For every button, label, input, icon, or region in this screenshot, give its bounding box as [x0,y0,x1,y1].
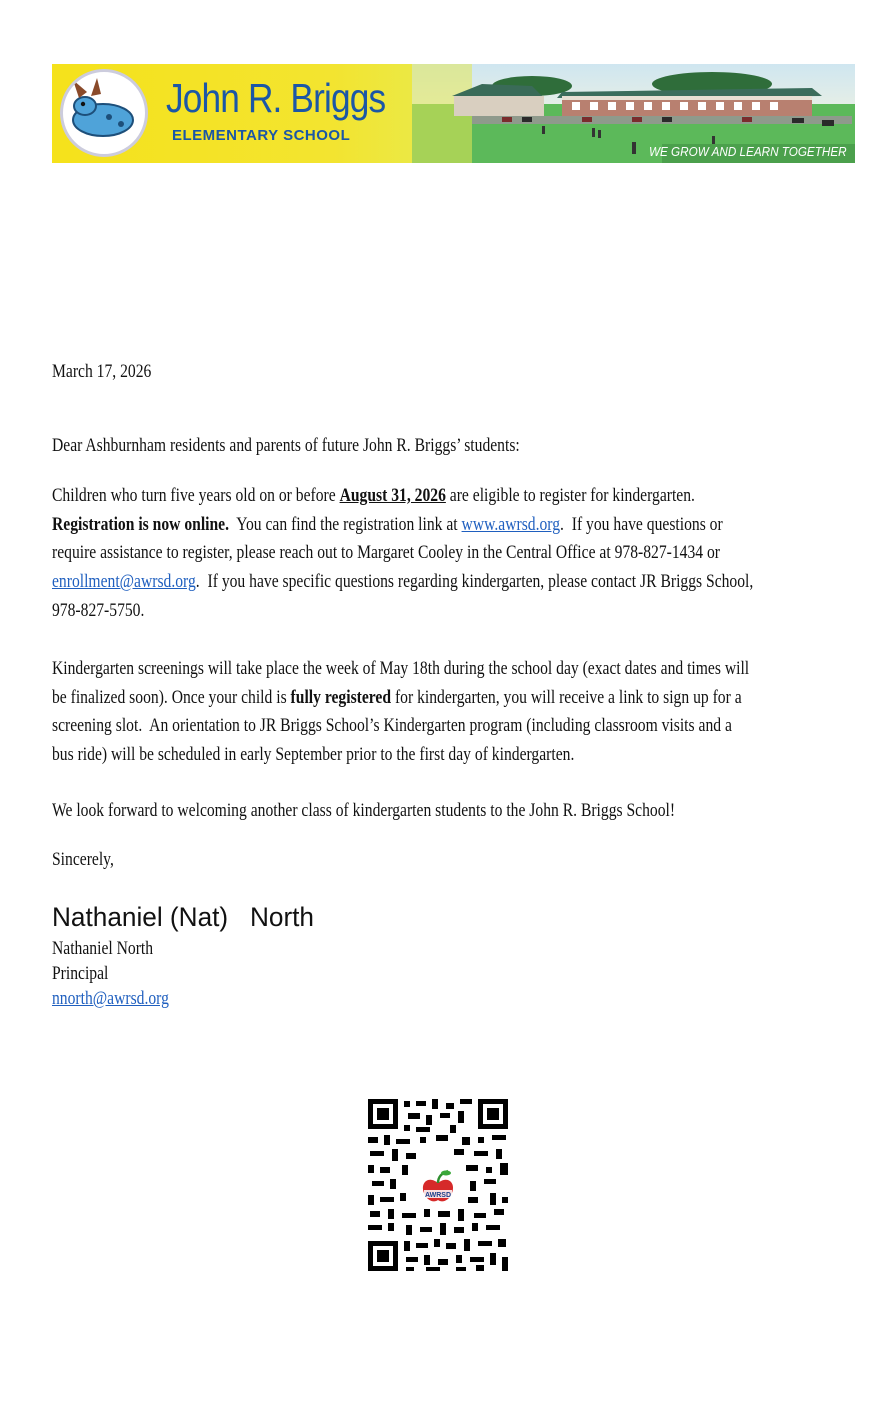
registration-qr-code[interactable] [366,1097,510,1276]
signatory-name: Nathaniel North [52,938,154,959]
school-logo [60,69,148,157]
text-span: for kindergarten, you will receive a link to sign up for a [391,686,742,708]
signatory-title: Principal [52,963,109,984]
letter-date: March 17, 2026 [52,361,152,382]
text-span: are eligible to register for kindergarten. [445,485,695,506]
school-tagline: WE GROW AND LEARN TOGETHER [649,144,847,159]
text-span: require assistance to register, please reach out to Margaret Cooley in the Central Office at 978-827-1434 or [52,542,721,564]
text-span: Children who turn five years old on or before [52,485,340,506]
signatory-block [52,936,169,1011]
signature-text: Nathaniel (Nat) North [52,902,315,932]
letter-salutation: Dear Ashburnham residents and parents of future John R. Briggs’ students: [52,435,520,456]
district-website-link[interactable]: www.awrsd.org [461,513,561,535]
qr-logo-text: AWRSD [424,1192,452,1199]
enrollment-email-link[interactable]: enrollment@awrsd.org [52,571,196,593]
paragraph-registration [52,482,753,626]
letter-closing: Sincerely, [52,849,114,870]
text-span: . If you have specific questions regarding kindergarten, please contact JR Briggs School, [195,571,754,593]
text-span: 978-827-5750. [52,599,145,621]
text-span: bus ride) will be scheduled in early September prior to the first day of kindergarten. [52,744,575,766]
school-type: ELEMENTARY SCHOOL [172,127,351,144]
principal-email-link[interactable]: nnorth@awrsd.org [52,988,169,1009]
school-banner [52,64,855,163]
school-name: John R. Briggs [166,75,386,121]
paragraph-screenings [52,655,749,770]
text-span: Kindergarten screenings will take place the week of May 18th during the school day (exact dates and times will [52,658,750,679]
deadline-date: August 31, 2026 [339,485,446,506]
text-span: . If you have questions or [560,513,723,535]
text-span: be finalized soon). Once your child is [52,686,291,708]
signature [52,902,314,933]
registration-online-note: Registration is now online. [52,513,230,535]
text-span: You can find the registration link at [229,513,462,535]
paragraph-welcome: We look forward to welcoming another class of kindergarten students to the John R. Briggs School! [52,800,676,821]
fully-registered-emphasis: fully registered [290,686,392,708]
text-span: screening slot. An orientation to JR Briggs School’s Kindergarten program (including classroom visits and a [52,715,732,737]
